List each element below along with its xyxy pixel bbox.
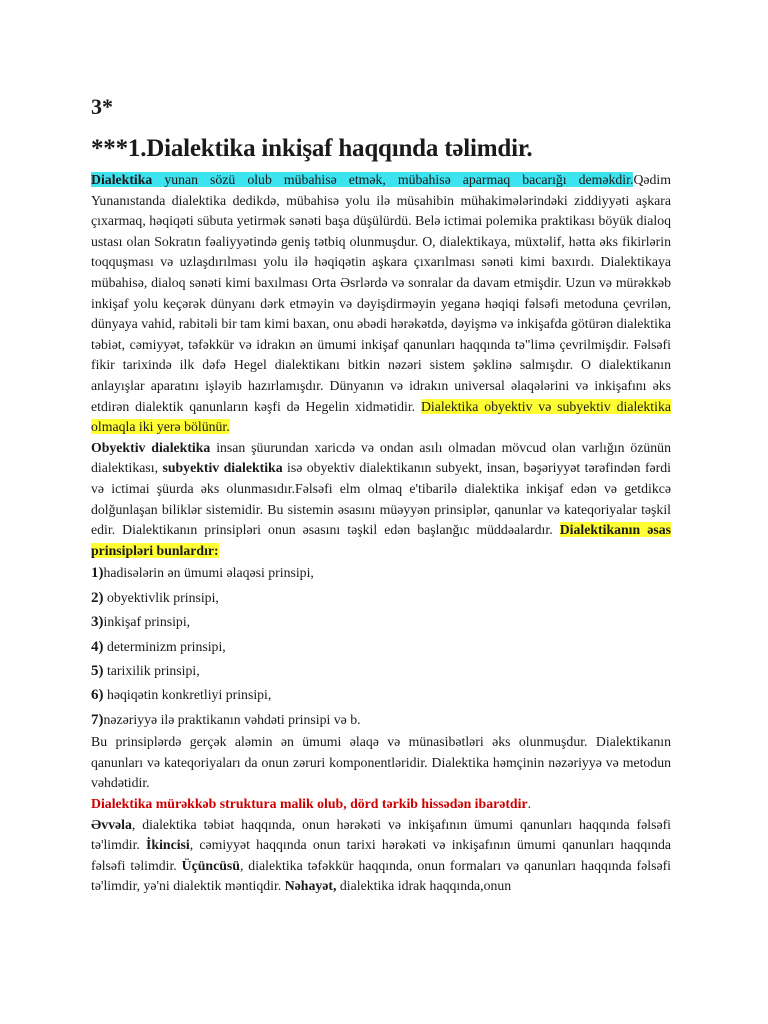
- division-highlight: Dialektika obyektiv və subyektiv dialektika olmaqla iki yerə bölünür.: [91, 398, 671, 435]
- list-item: 3)inkişaf prinsipi,: [91, 614, 191, 631]
- definition-highlight: [91, 172, 633, 187]
- list-item: 1)hadisələrin ən ümumi əlaqəsi prinsipi,: [91, 565, 314, 582]
- list-item: 7)nəzəriyyə ilə praktikanın vəhdəti prinsipi və b.: [91, 711, 361, 728]
- term-second: İkincisi: [146, 837, 190, 853]
- term-subjective: subyektiv dialektika: [162, 460, 283, 476]
- page-number: 3*: [91, 94, 113, 119]
- objective-text: insan şüurundan xaricdə və ondan asılı olmadan mövcud olan varlığın özünün dialektikası,: [91, 439, 671, 476]
- term-fourth: Nəhayət,: [284, 878, 337, 894]
- principles-heading: Dialektikanın əsas prinsipləri bunlardır:: [91, 522, 671, 558]
- term-objective: Obyektiv dialektika: [91, 439, 211, 455]
- list-item: 2) obyektivlik prinsipi,: [91, 589, 219, 606]
- structure-heading: Dialektika mürəkkəb struktura malik olub, dörd tərkib hissədən ibarətdir: [91, 795, 528, 811]
- reflection-paragraph: Bu prinsiplərdə gerçək aləmin ən ümumi əlaqə və münasibətləri əks olunmuşdur. Dialektikanın qanunları və kateqoriyaları da onun zəruri komponentləridir. Dialektika həmçinin nəzəriyyə və metodun vəhdətidir.: [91, 734, 671, 791]
- document-page: [91, 94, 671, 897]
- definition-text: yunan sözü olub mübahisə etmək, mübahisə aparmaq bacarığı deməkdir.: [152, 172, 634, 187]
- types-paragraph: [91, 438, 671, 562]
- term-dialektika: Dialektika: [91, 172, 153, 187]
- intro-body: Qədim Yunanıstanda dialektika dedikdə, mübahisə yolu ilə müsahibin mühakimələrindəki ziddiyyəti aşkara çıxarmaq, həqiqəti sübuta yetirmək sənəti başa düşülürdü. Belə ictimai polemika praktikası böyük dialoq ustası olan Sokratın fəaliyyətində geniş tətbiq olunmuşdur. O, dialektikaya, müxtəlif, hətta əks fikirlərin toqquşması və uzlaşdırılması yolu ilə həqiqətin aşkara çıxarılması sənəti kimi baxırdı. Dialektikaya mübahisə, dialoq sənəti kimi baxılması Orta Əsrlərdə və sonralar da davam etmişdir. Uzun və mürəkkəb inkişaf yolu keçərək dünyanı dərk etməyin və dəyişdirməyin yeganə həqiqi fəlsəfi metoduna çevrilən, dünyaya vahid, rabitəli bir tam kimi baxan, onu əbədi hərəkətdə, dəyişmə və inkişafda götürən dialektika təbiət, cəmiyyət, təfəkkür və idrakın ən ümumi inkişaf qanunları haqqında tə"limə çevrilmişdir. Fəlsəfi fikir tarixində ilk dəfə Hegel dialektikanı bitkin nəzəri sistem şəklinə salmışdır. O dialektikanın anlayışlar aparatını işləyib hazırlamışdır. Dünyanın və idrakın universal əlaqələrini və inkişafını əks etdirən dialektik qanunların kəşfi də Hegelin xidmətidir.: [91, 172, 671, 414]
- structure-paragraph: Dialektika mürəkkəb struktura malik olub, dörd tərkib hissədən ibarətdir. Əvvəla, dialektika təbiət haqqında, onun hərəkəti və inkişafının ümumi qanunları haqqında fəlsəfi tə'limdir. İkincisi, cəmiyyət haqqında onun tarixi hərəkəti və inkişafının ümumi qanunları haqqında fəlsəfi təlimdir. Üçüncüsü, dialektika təfəkkür haqqında, onun formaları və qanunları haqqında fəlsəfi tə'limdir, yə'ni dialektik məntiqdir. Nəhayət, dialektika idrak haqqında,onun: [91, 795, 671, 894]
- subjective-text: isə obyektiv dialektikanın subyekt, insan, bəşəriyyət tərəfindən fərdi və ictimai şüurda əks olunmasıdır.Fəlsəfi elm olmaq e'tibarilə dialektika inkişaf edən və getdikcə dolğunlaşan biliklər sistemidir. Bu sistemin əsasını müəyyən prinsiplər, qanunlar və kateqoriyalar təşkil edir. Dialektikanın prinsipləri onun əsasını təşkil edən başlanğıc müddəalardır.: [91, 460, 671, 538]
- list-item: 6) həqiqətin konkretliyi prinsipi,: [91, 687, 272, 704]
- document-title: ***1.Dialektika inkişaf haqqında təlimdir.: [91, 135, 533, 162]
- principles-list: [91, 561, 671, 732]
- term-first: Əvvəla: [91, 816, 132, 832]
- list-item: 5) tarixilik prinsipi,: [91, 662, 200, 679]
- term-third: Üçüncüsü: [181, 857, 240, 873]
- list-item: 4) determinizm prinsipi,: [91, 638, 226, 655]
- intro-paragraph: [91, 170, 671, 438]
